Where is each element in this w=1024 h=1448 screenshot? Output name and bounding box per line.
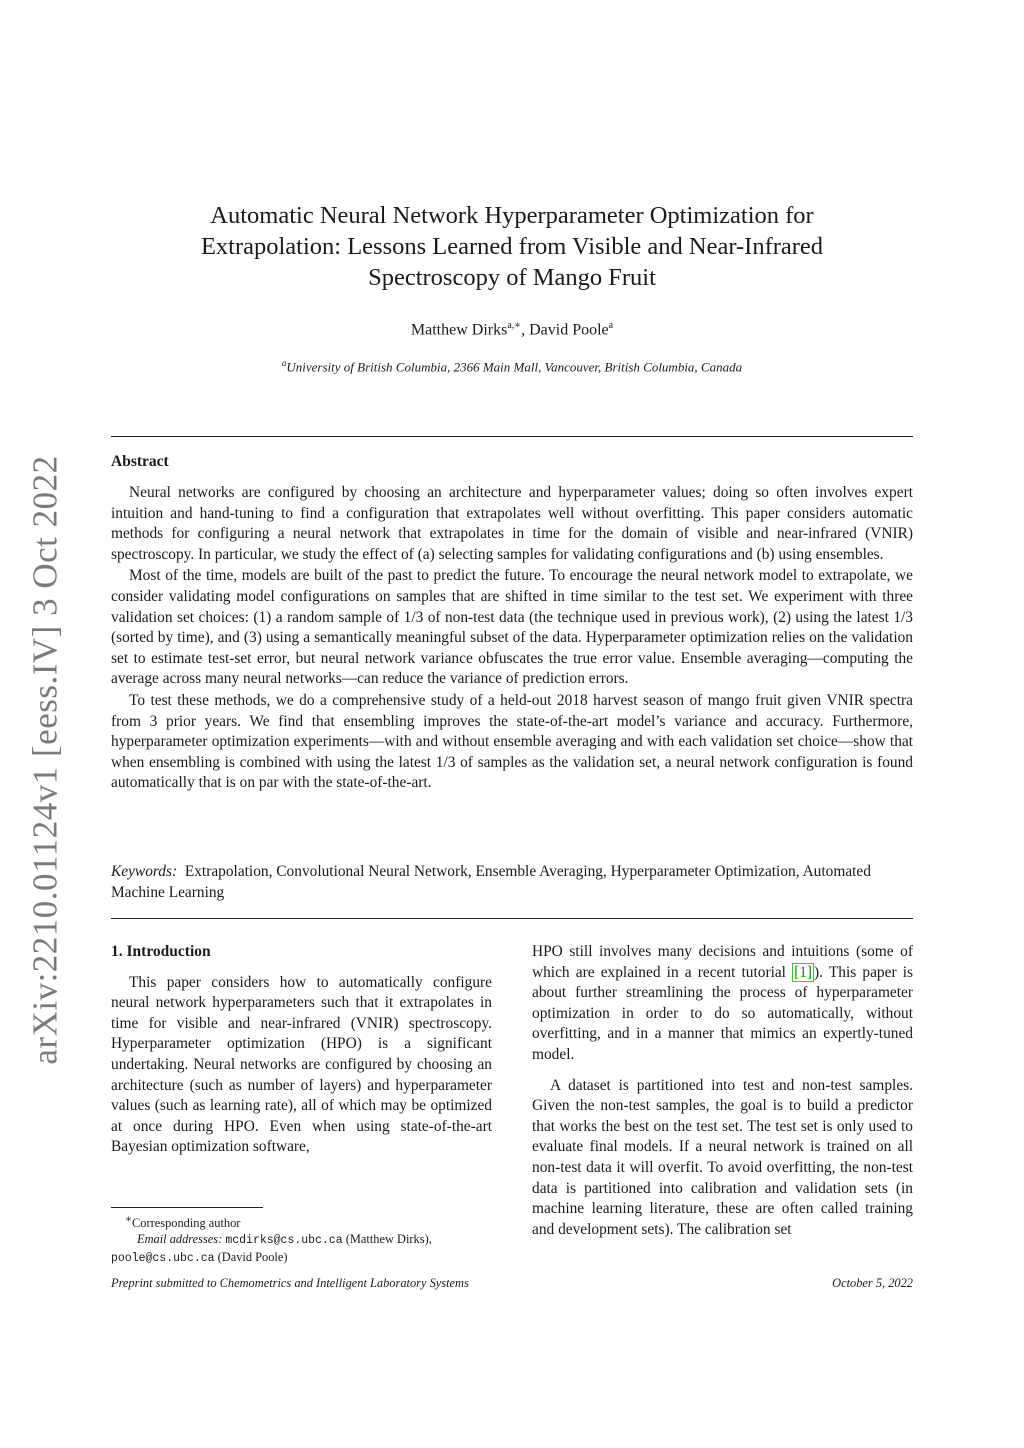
author-mark: a bbox=[608, 320, 614, 331]
paragraph-text: ). This paper is about further streamlining the process of hyperparameter optimization in order to do so automatically, without overfitting, and in a manner that mimics an expertly-tuned model. bbox=[532, 963, 913, 1063]
email-link[interactable]: mcdirks@cs.ubc.ca bbox=[225, 1234, 343, 1248]
author-separator: , bbox=[521, 321, 530, 339]
paper-title bbox=[150, 200, 874, 293]
intro-paragraph: This paper considers how to automatically configure neural network hyperparameters such that it extrapolates in time for visible and near-infrared (VNIR) spectroscopy. Hyperparameter optimization (HPO) is a significant undertaking. Neural networks are configured by choosing an architecture (such as number of layers) and hyperparameter values (such as learning rate), all of which may be optimized at once during HPO. Even when using state-of-the-art Bayesian optimization software, bbox=[111, 973, 492, 1156]
abstract-paragraph: To test these methods, we do a comprehensive study of a held-out 2018 harvest season of mango fruit given VNIR spectra from 3 prior years. We find that ensembling improves the state-of-the-art model’s variance and accuracy. Furthermore, hyperparameter optimization experiments—with and without ensemble averaging and with each validation set choice—show that when ensembling is combined with using the latest 1/3 of samples as the validation set, a neural network configuration is found automatically that is on par with the state-of-the-art. bbox=[111, 691, 913, 792]
title-line: Extrapolation: Lessons Learned from Visible and Near-Infrared bbox=[200, 233, 824, 260]
footnote-mark: ∗ bbox=[125, 1214, 133, 1225]
footnote-email-line bbox=[111, 1231, 492, 1249]
affiliation-mark: a bbox=[281, 358, 287, 368]
author-name: Matthew Dirks bbox=[410, 321, 508, 339]
footnote-corresponding bbox=[111, 1212, 492, 1231]
abstract-paragraph: Neural networks are configured by choosing an architecture and hyperparameter values; doing so often involves expert intuition and hand-tuning to find a configuration that extrapolates well without overfitting. This paper considers automatic methods for configuring a neural network that extrapolates in time for the domain of visible and near-infrared (VNIR) spectroscopy. In particular, we study the effect of (a) selecting samples for validating configurations and (b) using ensembles. bbox=[111, 484, 913, 563]
email-owner: (David Poole) bbox=[214, 1250, 288, 1265]
paragraph-text: HPO still involves many decisions and intuitions (some of which are explained in a recent tutorial bbox=[532, 943, 913, 981]
email-label: Email addresses: bbox=[137, 1232, 223, 1247]
footer-date: October 5, 2022 bbox=[832, 1276, 913, 1290]
footnote-email-line bbox=[111, 1249, 492, 1267]
email-owner: (Matthew Dirks), bbox=[342, 1232, 432, 1247]
keywords-label: Keywords: bbox=[111, 863, 178, 880]
affiliation bbox=[150, 358, 874, 375]
footer-submission: Preprint submitted to Chemometrics and Intelligent Laboratory Systems bbox=[111, 1276, 469, 1290]
citation-link[interactable]: [1] bbox=[794, 963, 813, 981]
keywords bbox=[111, 862, 913, 903]
footnote-rule bbox=[111, 1207, 263, 1208]
abstract-paragraph: Most of the time, models are built of the past to predict the future. To encourage the neural network model to extrapolate, we consider validating model configurations on samples that are shifted in time similar to the test set. We experiment with three validation set choices: (1) a random sample of 1/3 of non-test data (the technique used in previous work), (2) using the latest 1/3 (sorted by time), and (3) using a semantically meaningful subset of the data. Hyperparameter optimization relies on the validation set to estimate test-set error, but neural network variance obfuscates the true error value. Ensemble averaging—computing the average across many neural networks—can reduce the variance of prediction errors. bbox=[111, 567, 913, 688]
left-column bbox=[111, 942, 492, 1158]
intro-paragraph bbox=[532, 942, 913, 1066]
affiliation-text: University of British Columbia, 2366 Main Mall, Vancouver, British Columbia, Canada bbox=[286, 359, 743, 375]
section-heading: 1. Introduction bbox=[111, 943, 211, 960]
arxiv-identifier-text: arXiv:2210.01124v1 [eess.IV] 3 Oct 2022 bbox=[26, 455, 66, 1065]
arxiv-identifier-stamp bbox=[18, 455, 74, 1065]
keywords-text: Extrapolation, Convolutional Neural Network, Ensemble Averaging, Hyperparameter Optimization, Automated Machine Learning bbox=[111, 863, 871, 901]
footnote bbox=[111, 1212, 492, 1267]
email-link[interactable]: poole@cs.ubc.ca bbox=[111, 1252, 215, 1266]
abstract-body bbox=[111, 483, 913, 795]
intro-paragraph: A dataset is partitioned into test and non-test samples. Given the non-test samples, the goal is to build a predictor that works the best on the test set. The test set is only used to evaluate final models. If a neural network is trained on all non-test data it will overfit. To avoid overfitting, the non-test data is partitioned into calibration and validation sets (in machine learning literature, these are often called training and development sets). The calibration set bbox=[532, 1076, 913, 1238]
author-name: David Poole bbox=[529, 321, 609, 339]
abstract-heading: Abstract bbox=[111, 453, 169, 470]
author-mark: a,∗ bbox=[507, 320, 522, 331]
bottom-rule bbox=[111, 918, 913, 919]
footnote-corresponding-text: Corresponding author bbox=[132, 1216, 241, 1231]
title-line: Automatic Neural Network Hyperparameter Optimization for bbox=[210, 202, 814, 229]
right-column bbox=[532, 942, 913, 1240]
author-list bbox=[150, 320, 874, 339]
title-line: Spectroscopy of Mango Fruit bbox=[368, 264, 656, 291]
top-rule bbox=[111, 436, 913, 437]
